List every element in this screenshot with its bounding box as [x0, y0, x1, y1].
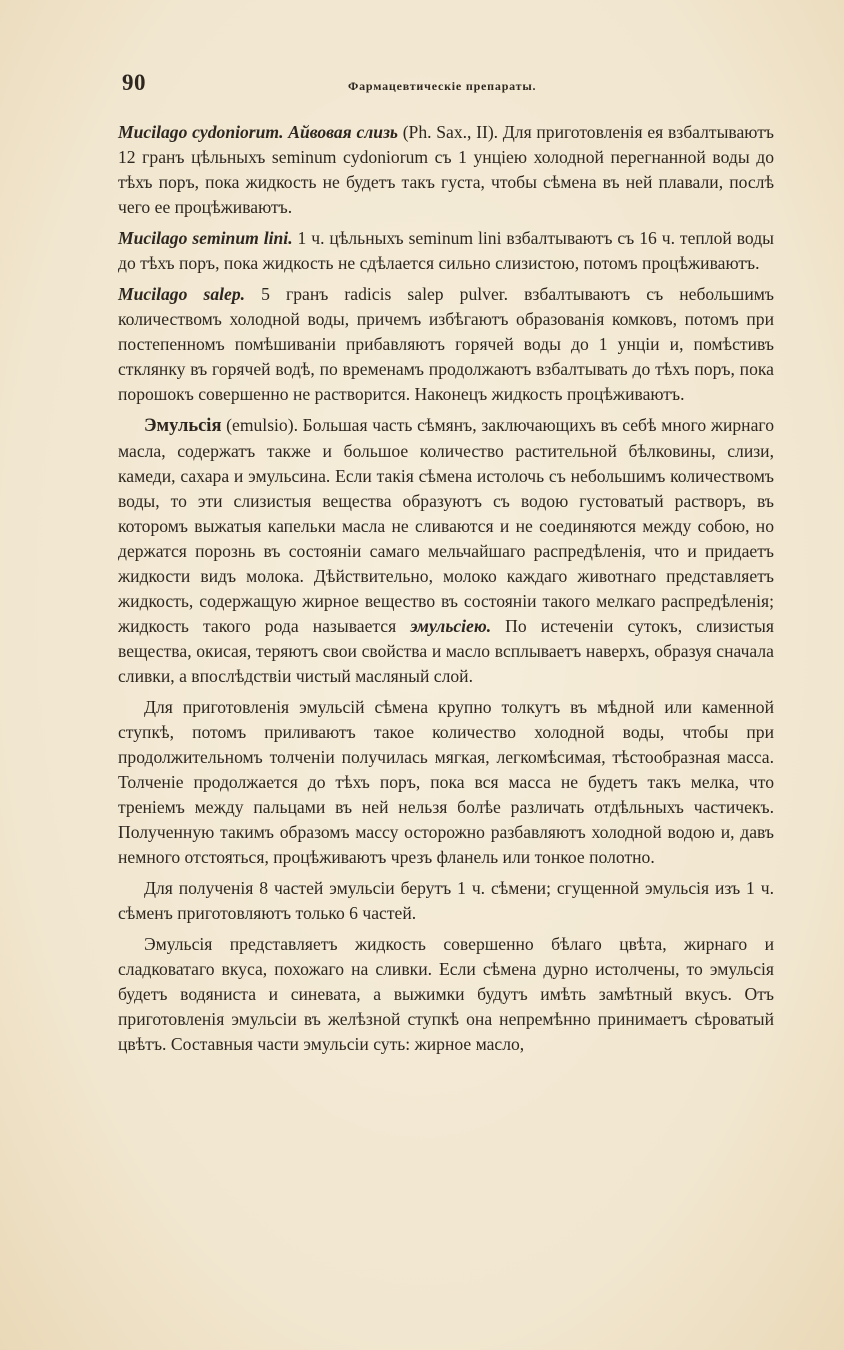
entry-term-russian: Айвовая слизь — [288, 122, 398, 142]
page-header — [122, 70, 782, 102]
entry-mucilago-salep — [118, 282, 774, 407]
entry-term: Mucilago seminum lini. — [118, 228, 293, 248]
entry-text: 1 ч. цѣльныхъ seminum lini взбалтываютъ съ 16 ч. теплой воды до тѣхъ поръ, пока жидкость не сдѣлается сильно слизистою, потомъ процѣживаютъ. — [118, 228, 774, 273]
emulsion-paragraph-2: Для приготовленія эмульсій сѣмена крупно толкутъ въ мѣдной или каменной ступкѣ, потомъ приливаютъ такое количество холодной воды, чтобы при продолжительномъ толченіи получилась мягкая, легкомѣсимая, тѣстообразная масса. Толченіе продолжается до тѣхъ поръ, пока вся масса не будетъ такъ мелка, что треніемъ между пальцами въ ней нельзя болѣе различать отдѣльныхъ частичекъ. Полученную такимъ образомъ массу осторожно разбавляютъ холодной водою и, давъ немного отстояться, процѣживаютъ чрезъ фланель или тонкое полотно. — [118, 697, 774, 867]
emulsion-paragraph-3: Для полученія 8 частей эмульсіи берутъ 1 ч. сѣмени; сгущенной эмульсія изъ 1 ч. сѣменъ приготовляютъ только 6 частей. — [118, 878, 774, 923]
running-title: Фармацевтическіе препараты. — [348, 79, 537, 93]
section-heading: Эмульсія — [144, 416, 222, 436]
entry-term: Mucilago cydoniorum. — [118, 122, 284, 142]
emphasized-term: эмульсіею. — [410, 616, 492, 636]
entry-text: 5 гранъ radicis salep pulver. взбалтываютъ съ небольшимъ количествомъ холодной воды, причемъ избѣгаютъ образованія комковъ, потомъ при постепенномъ помѣшиваніи прибавляютъ горячей воды до 1 унціи и, помѣстивъ стклянку въ горячей водѣ, по временамъ продолжаютъ взбалтывать до тѣхъ поръ, пока порошокъ совершенно не растворится. Наконецъ жидкость процѣживаютъ. — [118, 284, 774, 404]
entry-term: Mucilago salep. — [118, 284, 246, 304]
paragraph-text: По истеченіи сутокъ, слизистыя вещества, окисая, теряютъ свои свойства и масло всплываетъ наверхъ, образуя сначала сливки, а впослѣдствіи чистый масляный слой. — [118, 616, 774, 686]
emulsion-paragraph-1 — [118, 413, 774, 689]
entry-text: (Ph. Sax., II). Для приготовленія ея взбалтываютъ 12 гранъ цѣльныхъ seminum cydoniorum съ 1 унціею холодной перегнанной воды до тѣхъ поръ, пока жидкость не будетъ такъ густа, чтобы сѣмена въ ней плавали, послѣ чего ее процѣживаютъ. — [118, 122, 774, 217]
paragraph-text: (emulsio). Большая часть сѣмянъ, заключающихъ въ себѣ много жирнаго масла, содержатъ также и большое количество растительной бѣлковины, слизи, камеди, сахара и эмульсина. Если такія сѣмена истолочь съ небольшимъ количествомъ воды, то эти слизистыя вещества образуютъ съ водою густоватый растворъ, въ которомъ выжатыя капельки масла не сливаются и не соединяются между собою, но держатся порознь въ состояніи самаго мельчайшаго распредѣленія, что и придаетъ жидкости видъ молока. Дѣйствительно, молоко каждаго животнаго представляетъ жидкость, содержащую жирное вещество въ состояніи такого мелкаго распредѣленія; жидкость такого рода называется — [118, 415, 774, 636]
page-body — [118, 120, 774, 1063]
entry-mucilago-seminum-lini — [118, 226, 774, 276]
entry-mucilago-cydoniorum — [118, 120, 774, 220]
emulsion-paragraph-4: Эмульсія представляетъ жидкость совершенно бѣлаго цвѣта, жирнаго и сладковатаго вкуса, похожаго на сливки. Если сѣмена дурно истолчены, то эмульсія будетъ водяниста и синевата, а выжимки будутъ имѣть замѣтный вкусъ. Отъ приготовленія эмульсіи въ желѣзной ступкѣ она непремѣнно принимаетъ сѣроватый цвѣтъ. Составныя части эмульсіи суть: жирное масло, — [118, 934, 774, 1054]
page-number: 90 — [122, 70, 146, 95]
